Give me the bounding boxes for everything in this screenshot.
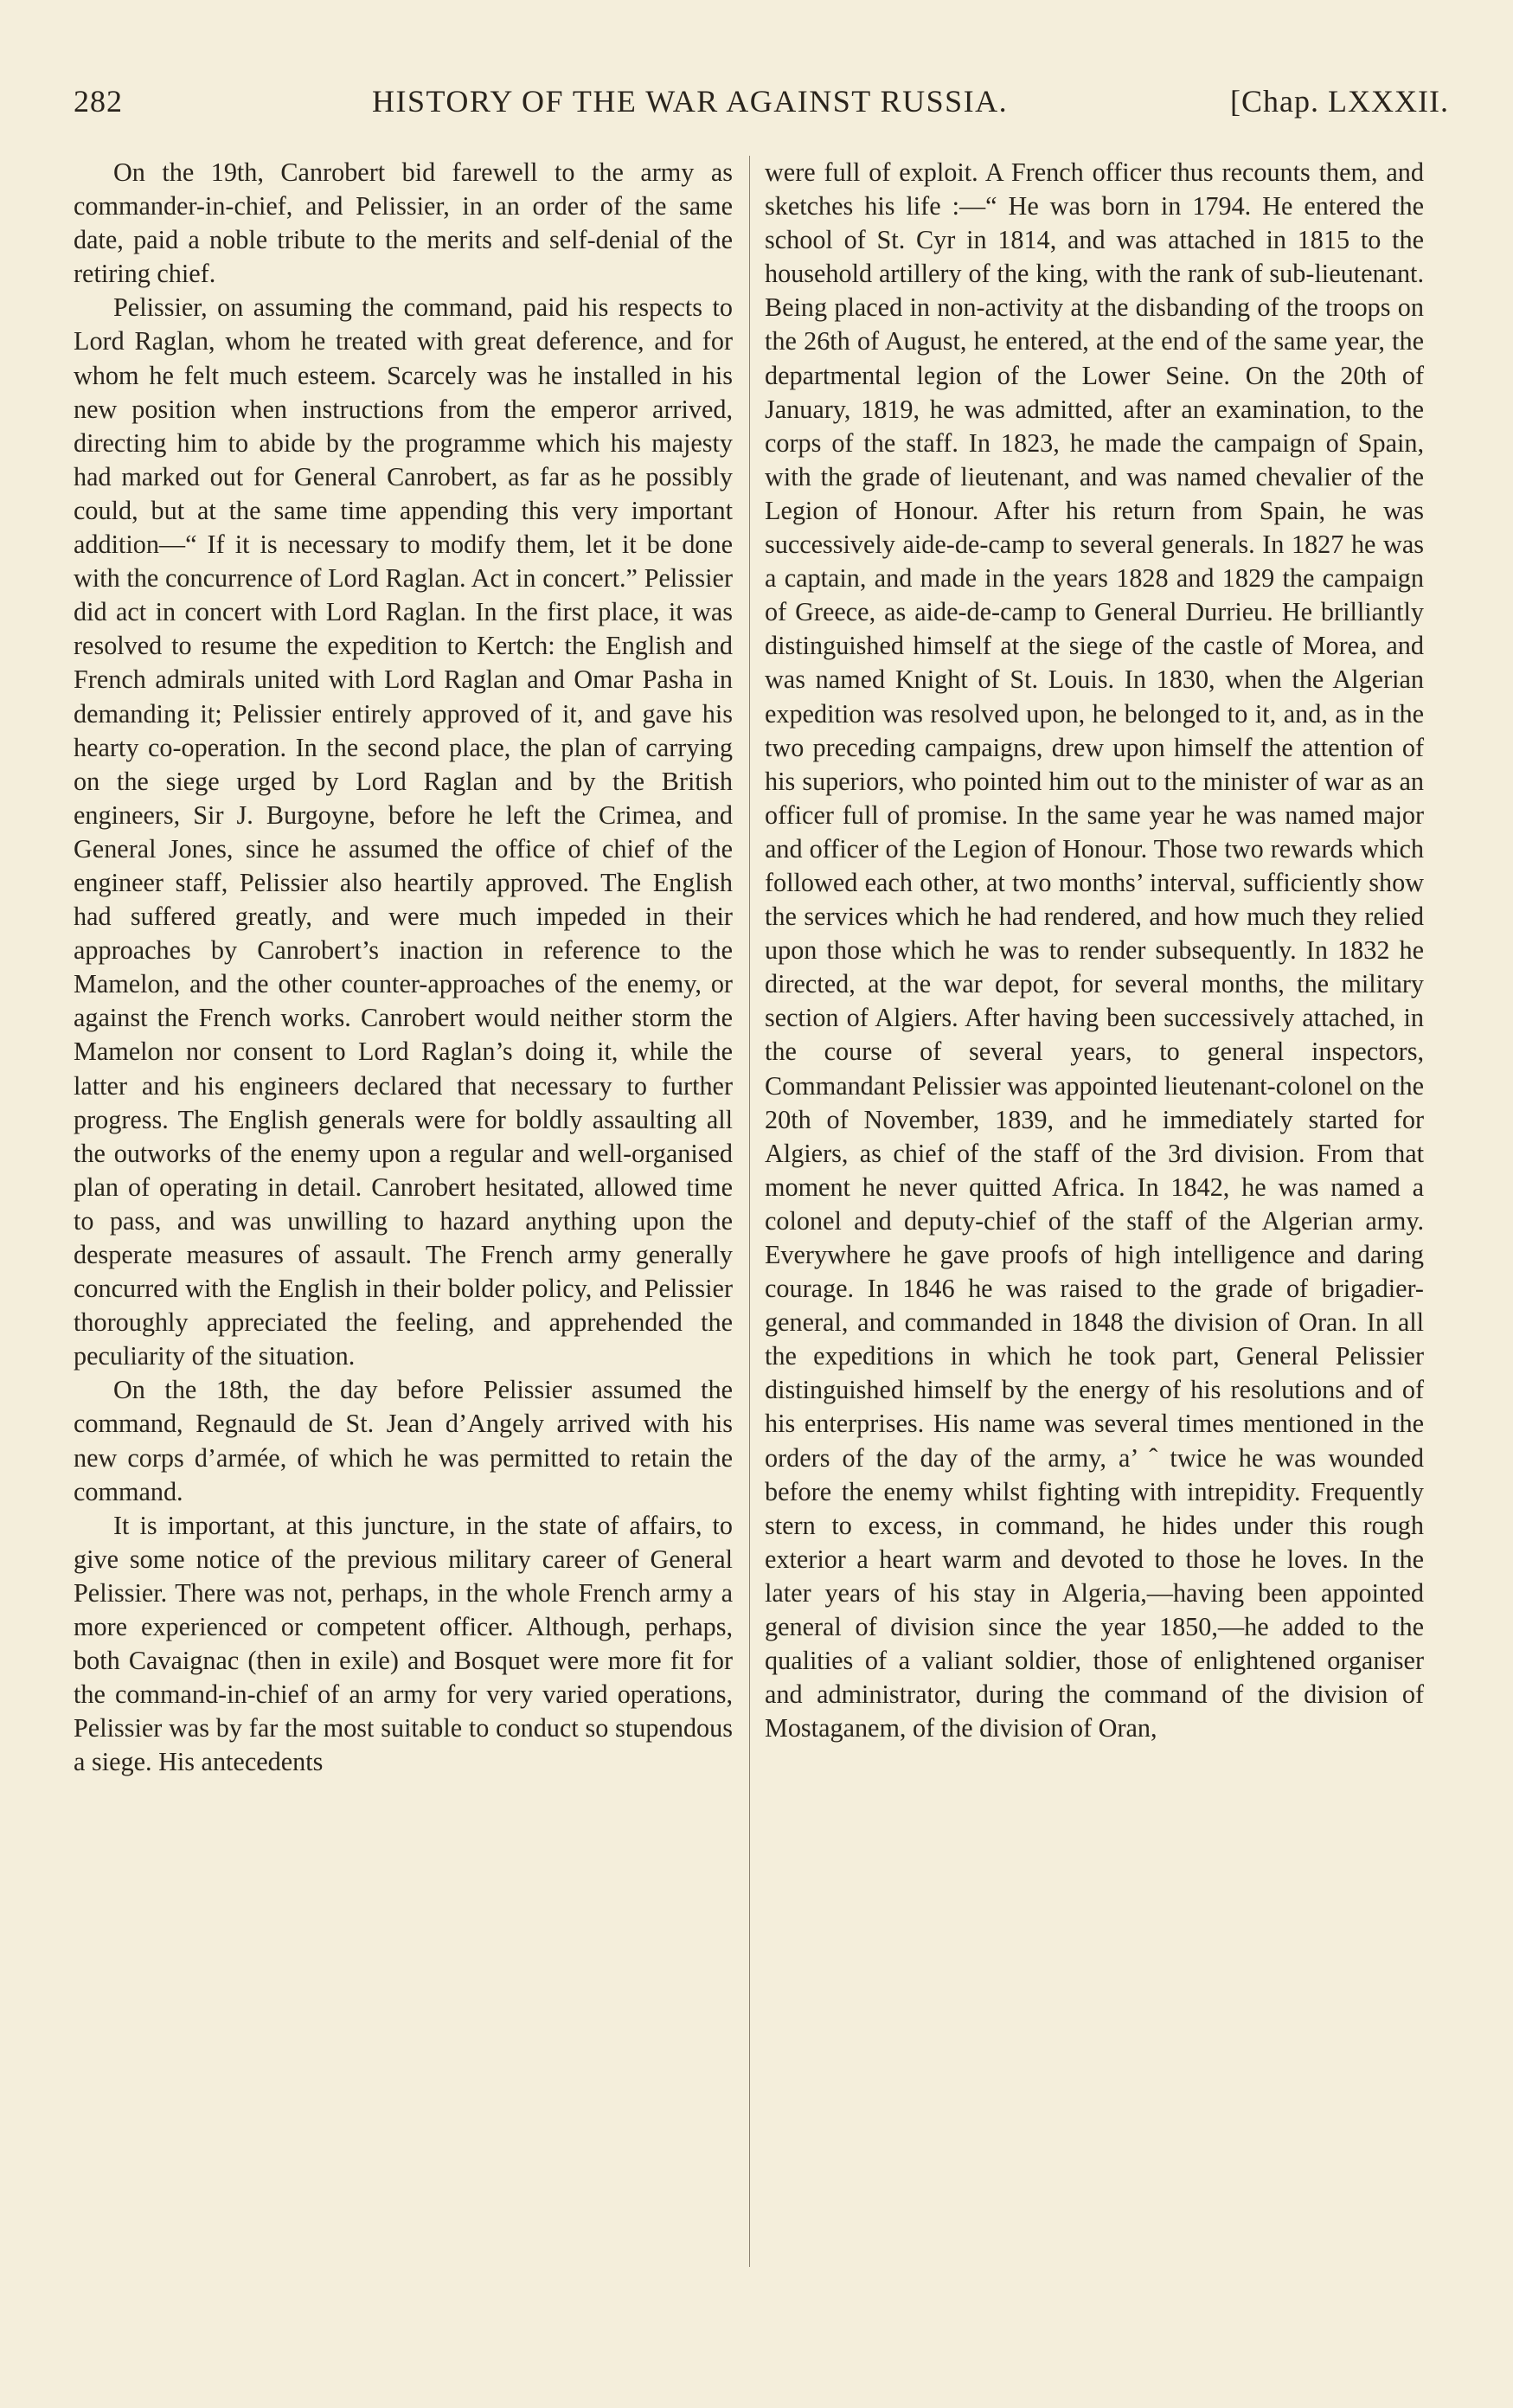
chapter-label: [Chap. LXXXII.: [1230, 84, 1449, 119]
page-number: 282: [74, 84, 123, 119]
left-column: [74, 156, 733, 1780]
paragraph: were full of exploit. A French officer thus recounts them, and sketches his life :—“ He was born in 1794. He entered the school of St. Cyr in 1814, and was attached in 1815 to the household artillery of the king, with the rank of sub-lieutenant. Being placed in non-activity at the disbanding of the troops on the 26th of August, he entered, at the end of the same year, the departmental legion of the Lower Seine. On the 20th of January, 1819, he was admitted, after an examination, to the corps of the staff. In 1823, he made the campaign of Spain, with the grade of lieutenant, and was named chevalier of the Legion of Honour. After his return from Spain, he was successively aide-de-camp to several generals. In 1827 he was a captain, and made in the years 1828 and 1829 the campaign of Greece, as aide-de-camp to General Durrieu. He brilliantly distinguished himself at the siege of the castle of Morea, and was named Knight of St. Louis. In 1830, when the Algerian expedition was resolved upon, he belonged to it, and, as in the two preceding campaigns, drew upon himself the attention of his superiors, who pointed him out to the minister of war as an officer full of promise. In the same year he was named major and officer of the Legion of Honour. Those two rewards which followed each other, at two months’ interval, sufficiently show the services which he had rendered, and how much they relied upon those which he was to render subsequently. In 1832 he directed, at the war depot, for several months, the military section of Algiers. After having been successively attached, in the course of several years, to general inspectors, Commandant Pelissier was appointed lieutenant-colonel on the 20th of November, 1839, and he immediately started for Algiers, as chief of the staff of the 3rd division. From that moment he never quitted Africa. In 1842, he was named a colonel and deputy-chief of the staff of the Algerian army. Everywhere he gave proofs of high intelligence and daring courage. In 1846 he was raised to the grade of brigadier-general, and commanded in 1848 the division of Oran. In all the expeditions in which he took part, General Pelissier distinguished himself by the energy of his resolutions and of his enterprises. His name was several times mentioned in the orders of the day of the army, a’ ˆ twice he was wounded before the enemy whilst fighting with intrepidity. Frequently stern to excess, in command, he hides under this rough exterior a heart warm and devoted to those he loves. In the later years of his stay in Algeria,—having been appointed general of division since the year 1850,—he added to the qualities of a valiant soldier, those of enlightened organiser and administrator, during the command of the division of Mostaganem, of the division of Oran,: [765, 157, 1424, 1743]
paragraph: On the 18th, the day before Pelissier assumed the command, Regnauld de St. Jean d’Angely arrived with his new corps d’armée, of which he was permitted to retain the command.: [74, 1375, 733, 1506]
paragraph: Pelissier, on assuming the command, paid his respects to Lord Raglan, whom he treated with great deference, and for whom he felt much esteem. Scarcely was he installed in his new position when instructions from the emperor arrived, directing him to abide by the programme which his majesty had marked out for General Canrobert, as far as he possibly could, but at the same time appending this very important addition—“ If it is necessary to modify them, let it be done with the concurrence of Lord Raglan. Act in concert.” Pelissier did act in concert with Lord Raglan. In the first place, it was resolved to resume the expedition to Kertch: the English and French admirals united with Lord Raglan and Omar Pasha in demanding it; Pelissier entirely approved of it, and gave his hearty co-operation. In the second place, the plan of carrying on the siege urged by Lord Raglan and by the British engineers, Sir J. Burgoyne, before he left the Crimea, and General Jones, since he assumed the office of chief of the engineer staff, Pelissier also heartily approved. The English had suffered greatly, and were much impeded in their approaches by Canrobert’s inaction in reference to the Mamelon, and the other counter-approaches of the enemy, or against the French works. Canrobert would neither storm the Mamelon nor consent to Lord Raglan’s doing it, while the latter and his engineers declared that necessary to further progress. The English generals were for boldly assaulting all the outworks of the enemy upon a regular and well-organised plan of operating in detail. Canrobert hesitated, allowed time to pass, and was unwilling to hazard anything upon the desperate measures of assault. The French army generally concurred with the English in their bolder policy, and Pelissier thoroughly appreciated the feeling, and apprehended the peculiarity of the situation.: [74, 292, 733, 1371]
running-title: HISTORY OF THE WAR AGAINST RUSSIA.: [372, 84, 1009, 119]
paragraph: It is important, at this juncture, in the state of affairs, to give some notice of the previous military career of General Pelissier. There was not, perhaps, in the whole French army a more experienced or competent officer. Although, perhaps, both Cavaignac (then in exile) and Bosquet were more fit for the command-in-chief of an army for very varied operations, Pelissier was by far the most suitable to conduct so stupendous a siege. His antecedents: [74, 1510, 733, 1777]
column-divider: [749, 156, 750, 2267]
running-header: [74, 83, 1449, 132]
paragraph: On the 19th, Canrobert bid farewell to the army as commander-in-chief, and Pelissier, in an order of the same date, paid a noble tribute to the merits and self-denial of the retiring chief.: [74, 157, 733, 289]
right-column: [765, 156, 1424, 1745]
